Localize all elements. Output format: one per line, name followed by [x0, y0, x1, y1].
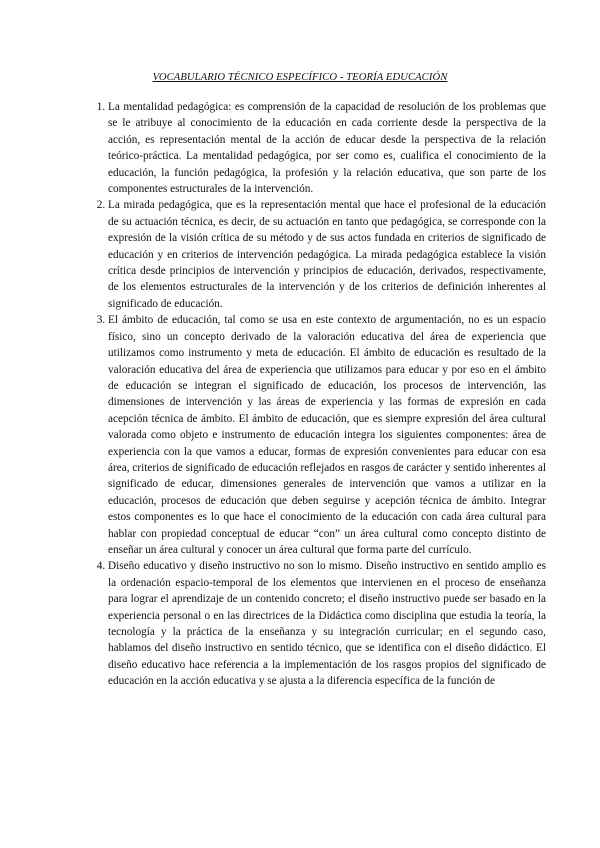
list-item: 2. La mirada pedagógica, que es la representación mental que hace el profesional de la educación de su actuación técnica, es decir, de su actuación en tanto que pedagógica, se corresponde con la expresión de la visión crítica de su método y de sus actos fundada en criterios de significado de educación y en criterios de intervención pedagógica. La mirada pedagógica establece la visión crítica desde principios de intervención y principios de educación, derivados, respectivamente, de los elementos estructurales de la intervención y de los criterios de definición inherentes al significado de educación.: [108, 197, 546, 312]
list-item: 1. La mentalidad pedagógica: es comprensión de la capacidad de resolución de los problemas que se le atribuye al conocimiento de la educación en cada corriente desde la perspectiva de la acción, es representación mental de la acción de educar desde la perspectiva de la relación teórico-práctica. La mentalidad pedagógica, por ser como es, cualifica el conocimiento de la educación, la función pedagógica, la profesión y la relación educativa, que son parte de los componentes estructurales de la intervención.: [108, 99, 546, 197]
document-title: VOCABULARIO TÉCNICO ESPECÍFICO - TEORÍA EDUCACIÓN: [152, 72, 448, 83]
list-item: 3. El ámbito de educación, tal como se usa en este contexto de argumentación, no es un espacio físico, sino un concepto derivado de la valoración educativa del área de experiencia que utilizamos como instrumento y meta de educación. El ámbito de educación es resultado de la valoración educativa del área de experiencia que utilizamos para educar y por eso en el ámbito de educación se integran el significado de educación, los procesos de intervención, las dimensiones de intervención y las áreas de experiencia y las formas de expresión en cada acepción técnica de ámbito. El ámbito de educación, que es siempre expresión del área cultural valorada como objeto e instrumento de educación integra los siguientes componentes: área de experiencia con la que vamos a educar, formas de expresión convenientes para educar con esa área, criterios de significado de educación reflejados en rasgos de carácter y sentido inherentes al significado de educar, dimensiones generales de intervención que vamos a utilizar en la educación, procesos de educación que deben seguirse y acepción técnica de ámbito. Integrar estos componentes es lo que hace el conocimiento de la educación con cada área cultural para hablar con propiedad conceptual de educar “con” un área cultural como concepto distinto de enseñar un área cultural y conocer un área cultural que forma parte del currículo.: [108, 312, 546, 558]
list-item: 4. Diseño educativo y diseño instructivo no son lo mismo. Diseño instructivo en sentido amplio es la ordenación espacio-temporal de los elementos que intervienen en el proceso de enseñanza para lograr el aprendizaje de un contenido concreto; el diseño instructivo puede ser basado en la experiencia personal o en las directrices de la Didáctica como disciplina que estudia la teoría, la tecnología y la práctica de la enseñanza y su integración curricular; en el segundo caso, hablamos del diseño instructivo en sentido técnico, que se identifica con el diseño didáctico. El diseño educativo hace referencia a la implementación de los rasgos propios del significado de educación en la acción educativa y se ajusta a la diferencia específica de la función de: [108, 558, 546, 689]
vocabulary-list: [88, 99, 546, 690]
